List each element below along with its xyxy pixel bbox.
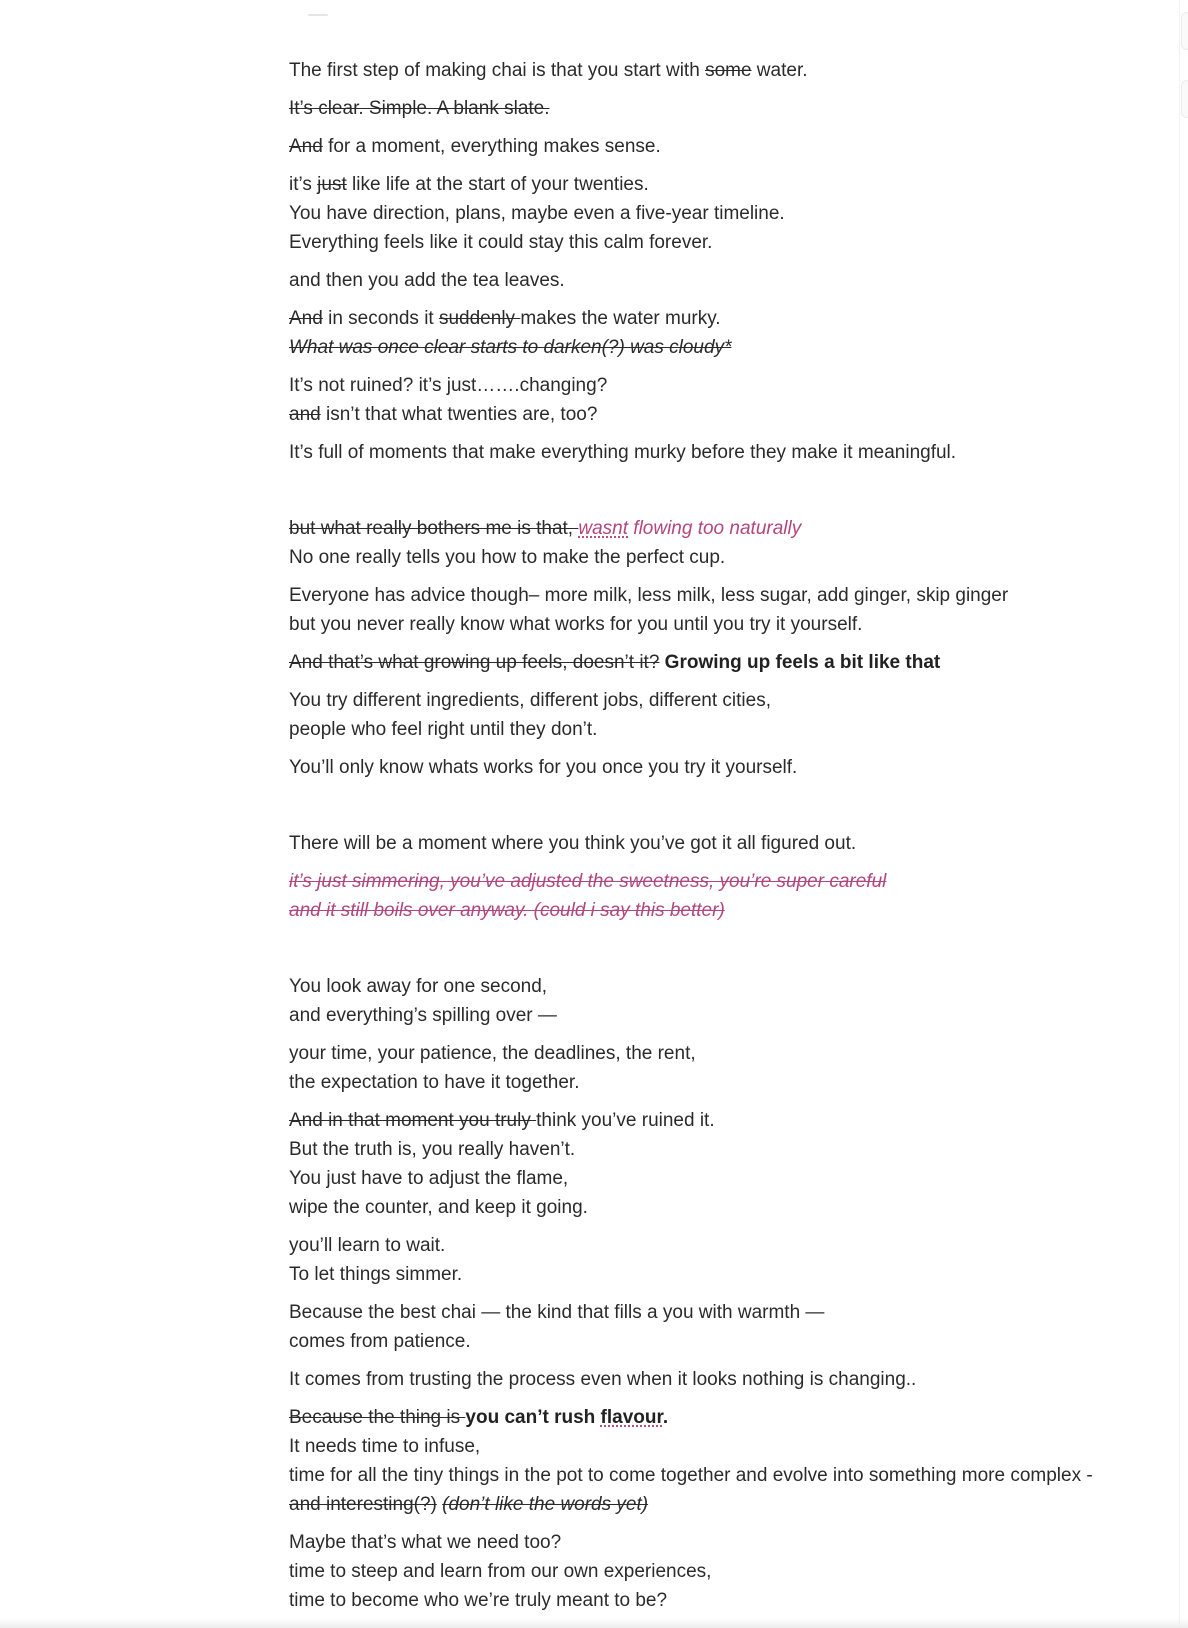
- paragraph: [289, 1298, 1139, 1356]
- bottom-edge: [0, 1618, 1188, 1628]
- line: [289, 1403, 1139, 1432]
- line: It needs time to infuse,: [289, 1436, 481, 1457]
- paragraph: [289, 829, 1139, 858]
- line: you’ll learn to wait.: [289, 1235, 446, 1256]
- line: people who feel right until they don’t.: [289, 719, 598, 740]
- text: like life at the start of your twenties.: [346, 174, 649, 195]
- line: You try different ingredients, different jobs, different cities,: [289, 690, 771, 711]
- text: The first step of making chai is that you start with: [289, 60, 706, 81]
- bold-text: .: [662, 1407, 669, 1428]
- struck-italic-text: (don’t like the words yet): [442, 1494, 649, 1515]
- document-body[interactable]: [289, 56, 1139, 1624]
- paragraph: [289, 304, 1139, 362]
- text: water.: [751, 60, 808, 81]
- paragraph: [289, 753, 1139, 782]
- bold-text: you can’t rush: [465, 1407, 601, 1428]
- struck-text: some: [705, 60, 752, 81]
- paragraph: [289, 581, 1139, 639]
- paragraph: [289, 1039, 1139, 1097]
- text: isn’t that what twenties are, too?: [320, 404, 598, 425]
- struck-text: And: [289, 308, 323, 329]
- line: Everything feels like it could stay this calm forever.: [289, 232, 713, 253]
- line: the expectation to have it together.: [289, 1072, 580, 1093]
- paragraph: [289, 438, 1139, 467]
- line: Because the best chai — the kind that fills a you with warmth —: [289, 1302, 825, 1323]
- line: [289, 867, 1139, 896]
- text: in seconds it: [322, 308, 439, 329]
- paragraph: [289, 56, 1139, 85]
- line: but you never really know what works for you until you try it yourself.: [289, 614, 863, 635]
- struck-text: Because the thing is: [289, 1407, 466, 1428]
- paragraph: [289, 266, 1139, 295]
- struck-note-text: it’s just simmering, you’ve adjusted the sweetness, you’re super careful: [289, 871, 887, 892]
- edge-tab: [1181, 80, 1188, 118]
- edge-tab: [1181, 12, 1188, 50]
- paragraph: [289, 1231, 1139, 1289]
- struck-text: suddenly: [438, 308, 521, 329]
- line: your time, your patience, the deadlines, the rent,: [289, 1043, 696, 1064]
- struck-text: and: [289, 404, 321, 425]
- paragraph: [289, 686, 1139, 744]
- struck-italic-text: What was once clear starts to darken(?) was cloudy*: [289, 337, 732, 358]
- drag-handle[interactable]: [308, 14, 328, 16]
- struck-text: And that’s what growing up feels, doesn’t it?: [289, 652, 660, 673]
- note-text: flowing too naturally: [628, 518, 802, 539]
- paragraph: [289, 1106, 1139, 1222]
- text: There will be a moment where you think you’ve got it all figured out.: [289, 833, 857, 854]
- paragraph: [289, 132, 1139, 161]
- line: time to become who we’re truly meant to be?: [289, 1590, 668, 1611]
- spellcheck-word[interactable]: wasnt: [578, 518, 629, 539]
- line: Maybe that’s what we need too?: [289, 1532, 562, 1553]
- paragraph: [289, 867, 1139, 925]
- line: To let things simmer.: [289, 1264, 463, 1285]
- text: It’s full of moments that make everything murky before they make it meaningful.: [289, 442, 957, 463]
- line: [289, 333, 1139, 362]
- text: it’s: [289, 174, 318, 195]
- paragraph: [289, 170, 1139, 257]
- paragraph: [289, 648, 1139, 677]
- spellcheck-word[interactable]: flavour: [600, 1407, 663, 1428]
- paragraph: [289, 1528, 1139, 1615]
- line: [289, 896, 1139, 925]
- line: time for all the tiny things in the pot to come together and evolve into something more complex -: [289, 1465, 1093, 1486]
- line: You look away for one second,: [289, 976, 548, 997]
- struck-text: but what really bothers me is that,: [289, 518, 579, 539]
- window-edge: [1179, 0, 1188, 1628]
- line: But the truth is, you really haven’t.: [289, 1139, 576, 1160]
- line: [289, 170, 1139, 199]
- paragraph: [289, 1365, 1139, 1394]
- struck-text: It’s clear. Simple. A blank slate.: [289, 98, 550, 119]
- line: wipe the counter, and keep it going.: [289, 1197, 588, 1218]
- text: for a moment, everything makes sense.: [322, 136, 661, 157]
- line: [289, 304, 1139, 333]
- struck-text: And: [289, 136, 323, 157]
- line: No one really tells you how to make the perfect cup.: [289, 547, 726, 568]
- line: [289, 400, 1139, 429]
- text: It comes from trusting the process even when it looks nothing is changing..: [289, 1369, 917, 1390]
- line: [289, 1106, 1139, 1135]
- paragraph: [289, 94, 1139, 123]
- paragraph: [289, 972, 1139, 1030]
- text: think you’ve ruined it.: [536, 1110, 715, 1131]
- line: It’s not ruined? it’s just…….changing?: [289, 375, 608, 396]
- text: makes the water murky.: [520, 308, 721, 329]
- struck-text: And in that moment you truly: [289, 1110, 537, 1131]
- text: You’ll only know whats works for you once you try it yourself.: [289, 757, 798, 778]
- paragraph: [289, 371, 1139, 429]
- line: [289, 514, 1139, 543]
- struck-note-text: and it still boils over anyway. (could i say this better): [289, 900, 725, 921]
- line: comes from patience.: [289, 1331, 471, 1352]
- line: Everyone has advice though– more milk, less milk, less sugar, add ginger, skip ginger: [289, 585, 1009, 606]
- struck-text: and interesting(?): [289, 1494, 437, 1515]
- line: You just have to adjust the flame,: [289, 1168, 569, 1189]
- line: time to steep and learn from our own experiences,: [289, 1561, 712, 1582]
- line: and everything’s spilling over —: [289, 1005, 557, 1026]
- line: You have direction, plans, maybe even a five-year timeline.: [289, 203, 785, 224]
- paragraph: [289, 514, 1139, 572]
- text: and then you add the tea leaves.: [289, 270, 565, 291]
- line: [289, 1490, 1139, 1519]
- bold-text: Growing up feels a bit like that: [659, 652, 941, 673]
- paragraph: [289, 1403, 1139, 1519]
- struck-text: just: [317, 174, 347, 195]
